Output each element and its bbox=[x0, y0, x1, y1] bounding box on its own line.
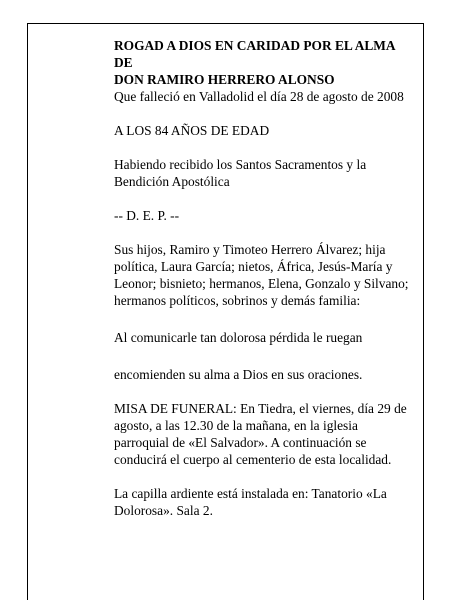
obituary-notice bbox=[114, 37, 424, 519]
deceased-name: DON RAMIRO HERRERO ALONSO bbox=[114, 72, 335, 87]
chapel-line: La capilla ardiente está instalada en: Tanatorio «La bbox=[114, 486, 387, 501]
mass-line: agosto, a las 12.30 de la mañana, en la iglesia bbox=[114, 418, 358, 433]
request-line-1: Al comunicarle tan dolorosa pérdida le ruegan bbox=[114, 330, 363, 345]
chapel-line: Dolorosa». Sala 2. bbox=[114, 503, 213, 518]
family-paragraph bbox=[114, 241, 424, 309]
mass-line: conducirá el cuerpo al cementerio de esta localidad. bbox=[114, 452, 392, 467]
heading-line-2: DE bbox=[114, 55, 133, 70]
family-line: Leonor; bisnieto; hermanos, Elena, Gonzalo y Silvano; bbox=[114, 276, 409, 291]
family-line: hermanos políticos, sobrinos y demás familia: bbox=[114, 293, 361, 308]
heading-line-1: ROGAD A DIOS EN CARIDAD POR EL ALMA bbox=[114, 38, 396, 53]
mass-line: parroquial de «El Salvador». A continuación se bbox=[114, 435, 367, 450]
funeral-mass-paragraph bbox=[114, 400, 424, 468]
age-line: A LOS 84 AÑOS DE EDAD bbox=[114, 123, 270, 138]
family-line: política, Laura García; nietos, África, Jesús-María y bbox=[114, 259, 393, 274]
sacraments-line: Habiendo recibido los Santos Sacramentos y la bbox=[114, 157, 367, 172]
sacraments-line: Bendición Apostólica bbox=[114, 174, 230, 189]
mass-line: MISA DE FUNERAL: En Tiedra, el viernes, día 29 de bbox=[114, 401, 407, 416]
family-line: Sus hijos, Ramiro y Timoteo Herrero Álvarez; hija bbox=[114, 242, 386, 257]
request-line-2: encomienden su alma a Dios en sus oraciones. bbox=[114, 367, 363, 382]
sacraments-paragraph bbox=[114, 156, 424, 190]
dep-line: -- D. E. P. -- bbox=[114, 208, 180, 223]
chapel-paragraph bbox=[114, 485, 424, 519]
death-info: Que falleció en Valladolid el día 28 de agosto de 2008 bbox=[114, 89, 404, 104]
